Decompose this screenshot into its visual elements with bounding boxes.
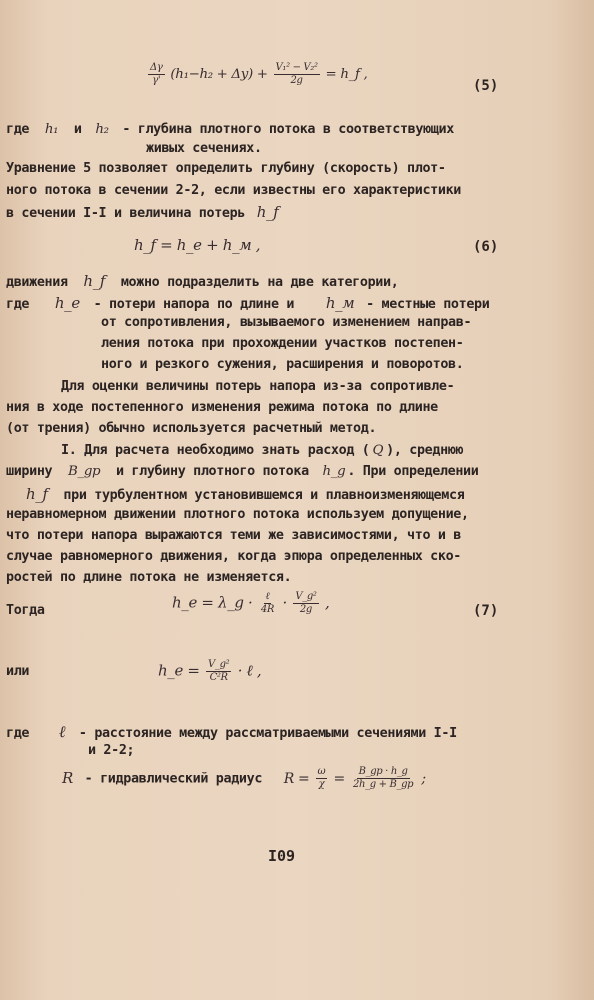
equation-7 bbox=[172, 592, 329, 615]
text-line-8: от сопротивления, вызываемого изменением направ- bbox=[101, 315, 472, 330]
definition-h: - глубина плотного потока в соответствующих bbox=[122, 122, 454, 137]
definition-line-2: и 2-2; bbox=[88, 743, 135, 758]
text-line-17: неравномерном движении плотного потока используем допущение, bbox=[6, 507, 469, 522]
equation-7-lead: Тогда bbox=[6, 603, 45, 618]
equation-6: h_f = h_e + h_м , bbox=[134, 236, 261, 254]
symbol-he: h_e bbox=[54, 294, 80, 312]
text-line-2: живых сечениях. bbox=[146, 141, 262, 156]
text-line-20: ростей по длине потока не изменяется. bbox=[6, 570, 292, 585]
text-depth: и глубину плотного потока bbox=[116, 464, 309, 479]
text-determination: . При определении bbox=[347, 464, 479, 479]
equation-5 bbox=[146, 63, 367, 86]
formula-r-lhs: R = bbox=[283, 770, 310, 787]
symbol-hf-3: h_f bbox=[26, 485, 48, 503]
text-line-9: ления потока при прохождении участков постепен- bbox=[101, 336, 464, 351]
eq5-rhs: = h_f , bbox=[325, 67, 368, 82]
formula-f2-den: 2h_g + B_gp bbox=[352, 779, 414, 790]
text-line-12: ния в ходе постепенного изменения режима потока по длине bbox=[6, 400, 438, 415]
formula-f2-num: B_gp · h_g bbox=[358, 766, 408, 777]
equation-7-label: (7) bbox=[473, 603, 499, 619]
text-line-19: случае равномерного движения, когда эпюра определенных ско- bbox=[6, 549, 461, 564]
eq7-lhs: h_e = λ_g · bbox=[172, 593, 253, 612]
text-line-4: ного потока в сечении 2-2, если известны его характеристики bbox=[6, 183, 461, 198]
equation-6-label: (6) bbox=[473, 239, 499, 255]
eq5-middle: (h₁−h₂ + Δy) + bbox=[170, 67, 268, 82]
text-line-1 bbox=[6, 122, 454, 137]
text-line-7 bbox=[6, 294, 489, 312]
formula-f1-num: ω bbox=[317, 766, 326, 777]
symbol-bgp: B_gp bbox=[68, 464, 101, 479]
eq7-dot: · bbox=[282, 593, 287, 612]
text-line-11: Для оценки величины потерь напора из-за сопротивле- bbox=[61, 379, 455, 394]
symbol-h2: h₂ bbox=[95, 122, 109, 137]
equation-8 bbox=[158, 660, 261, 683]
eq7-f2-den: 2g bbox=[299, 604, 312, 615]
eq7-fraction-1 bbox=[259, 592, 276, 615]
text-line-18: что потери напора выражаются теми же зависимостями, что и в bbox=[6, 528, 461, 543]
text-line-3: Уравнение 5 позволяет определить глубину (скорость) плот- bbox=[6, 161, 446, 176]
eq5-frac2-num: V₁² − V₂² bbox=[275, 62, 318, 73]
eq8-num: V_g² bbox=[208, 659, 230, 670]
text-hydraulic-radius: - гидравлический радиус bbox=[84, 771, 263, 787]
eq5-frac2-den: 2g bbox=[290, 75, 303, 86]
text-losses: в сечении I-I и величина потерь bbox=[6, 206, 246, 221]
formula-fraction-1 bbox=[316, 767, 328, 790]
text-distance: - расстояние между рассматриваемыми сечениями I-I bbox=[78, 726, 457, 741]
text-turbulent: при турбулентном установившемся и плавноизменяющемся bbox=[63, 488, 465, 503]
eq8-lhs: h_e = bbox=[158, 661, 200, 680]
word-width: ширину bbox=[6, 464, 53, 479]
text-line-10: ного и резкого сужения, расширения и поворотов. bbox=[101, 357, 464, 372]
eq7-f1-num: ℓ bbox=[265, 591, 270, 602]
symbol-r: R bbox=[62, 768, 73, 787]
formula-semicolon: ; bbox=[421, 770, 426, 787]
symbol-hg: h_g bbox=[322, 464, 346, 479]
symbol-hm: h_м bbox=[325, 294, 355, 312]
eq8-den: C²R bbox=[209, 672, 228, 683]
eq5-fraction-2 bbox=[274, 63, 320, 86]
text-line-6 bbox=[6, 272, 398, 290]
eq8-tail: · ℓ , bbox=[237, 661, 262, 680]
eq7-fraction-2 bbox=[293, 592, 318, 615]
word-gde: где bbox=[6, 122, 30, 137]
symbol-q: Q bbox=[372, 443, 384, 458]
text-line-5 bbox=[6, 203, 278, 221]
word-i: и bbox=[73, 122, 82, 137]
text-categories: можно подразделить на две категории, bbox=[120, 275, 399, 290]
equation-8-lead: или bbox=[6, 664, 30, 679]
eq8-fraction bbox=[206, 660, 231, 683]
text-line-14 bbox=[61, 443, 463, 458]
text-length-losses: - потери напора по длине и bbox=[93, 297, 295, 312]
symbol-hf: h_f bbox=[256, 203, 279, 221]
definition-line-1 bbox=[6, 722, 457, 742]
text-line-16 bbox=[26, 485, 464, 503]
text-local-losses: - местные потери bbox=[366, 297, 490, 312]
word-gde-2: где bbox=[6, 297, 30, 312]
eq7-f2-num: V_g² bbox=[295, 591, 317, 602]
word-dvizheniya: движения bbox=[6, 275, 68, 290]
eq7-f1-den: 4R bbox=[260, 604, 275, 615]
eq5-fraction-1 bbox=[148, 63, 165, 86]
text-discharge: I. Для расчета необходимо знать расход ( bbox=[61, 443, 370, 458]
hydraulic-radius-formula bbox=[283, 766, 426, 790]
symbol-l: ℓ bbox=[58, 722, 66, 741]
formula-equals: = bbox=[333, 770, 345, 787]
eq7-comma: , bbox=[324, 593, 330, 612]
formula-fraction-2 bbox=[351, 767, 415, 790]
equation-5-label: (5) bbox=[473, 78, 499, 94]
eq5-frac1-num: Δγ bbox=[150, 62, 163, 73]
eq5-frac1-den: γ' bbox=[152, 75, 161, 86]
symbol-hf-2: h_f bbox=[83, 272, 106, 290]
symbol-h1: h₁ bbox=[44, 122, 59, 137]
word-gde-3: где bbox=[6, 726, 30, 741]
formula-f1-den: χ bbox=[318, 779, 325, 790]
definition-line-3 bbox=[62, 767, 426, 790]
text-line-15 bbox=[6, 464, 478, 479]
text-average: ), среднюю bbox=[386, 443, 464, 458]
text-line-13: (от трения) обычно используется расчетный метод. bbox=[6, 421, 377, 436]
page-number: I09 bbox=[268, 847, 296, 865]
